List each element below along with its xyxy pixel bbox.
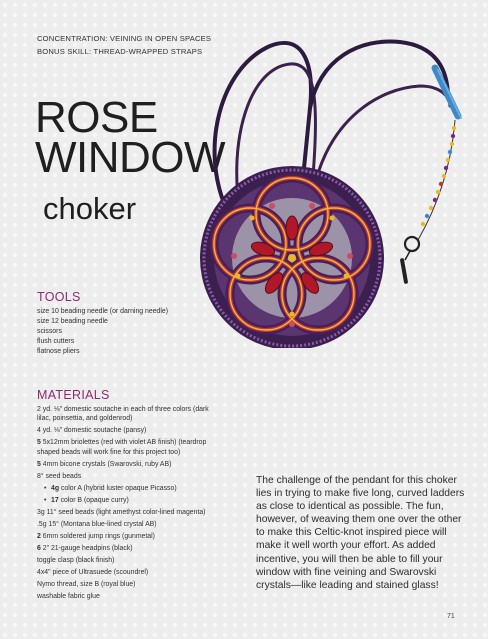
tool-item: scissors — [37, 328, 62, 336]
tool-item: flush cutters — [37, 338, 75, 346]
material-item: 5 4mm bicone crystals (Swarovski, ruby AB) — [37, 460, 172, 468]
material-item: 4x4" piece of Ultrasuede (scoundrel) — [37, 568, 149, 576]
tools-list — [37, 307, 168, 357]
tool-item: size 12 beading needle — [37, 318, 108, 326]
material-item: 8° seed beads — [37, 472, 82, 480]
title-line-2: WINDOW — [35, 133, 226, 182]
material-item: 4 yd. ⅛" domestic soutache (pansy) — [37, 427, 147, 435]
material-subitem: • 17 color B (opaque curry) — [37, 496, 212, 505]
material-item: toggle clasp (black finish) — [37, 556, 115, 564]
material-subitem: • 4g color A (hybrid luster opaque Picasso) — [37, 484, 212, 493]
tools-heading: TOOLS — [37, 290, 81, 304]
beaded-strand — [418, 120, 456, 240]
material-item: 2 6mm soldered jump rings (gunmetal) — [37, 532, 155, 540]
material-item: .5g 15° (Montana blue-lined crystal AB) — [37, 520, 157, 528]
materials-heading: MATERIALS — [37, 388, 110, 402]
concentration-line: CONCENTRATION: VEINING IN OPEN SPACES — [37, 34, 212, 43]
material-item: 3g 11° seed beads (light amethyst color-lined magenta) — [37, 508, 206, 516]
material-item: washable fabric glue — [37, 592, 100, 600]
material-item: 2 yd. ⅛" domestic soutache in each of three colors (dark lilac, poinsettia, and goldenrod) — [37, 406, 209, 423]
toggle-clasp — [400, 237, 419, 284]
title-line-1: ROSE — [35, 93, 158, 142]
choker-photo — [180, 28, 480, 348]
materials-list — [37, 405, 212, 604]
bonus-skill-line: BONUS SKILL: THREAD-WRAPPED STRAPS — [37, 46, 203, 56]
tool-item: flatnose pliers — [37, 348, 80, 356]
material-item: Nymo thread, size B (royal blue) — [37, 580, 136, 588]
tool-item: size 10 beading needle (or darning needle) — [37, 308, 169, 315]
title-line-3: choker — [43, 191, 137, 226]
material-item: 6 2" 21-gauge headpins (black) — [37, 544, 133, 552]
rose-window-pendant — [200, 166, 384, 348]
material-item: 5 5x12mm briolettes (red with violet AB finish) (teardrop shaped beads will work fine for this project too) — [37, 439, 207, 456]
page-number: 71 — [447, 613, 455, 620]
intro-paragraph: The challenge of the pendant for this choker lies in trying to make five long, curved ladders as close to identical as possible. The fun, however, of weaving them one over the other to make this Celtic-knot inspired piece will make it well worth your effort. As added incentive, you will then be able to fill your window with fine veining and Swarovski crystals—like leading and stained glass! — [256, 475, 465, 591]
